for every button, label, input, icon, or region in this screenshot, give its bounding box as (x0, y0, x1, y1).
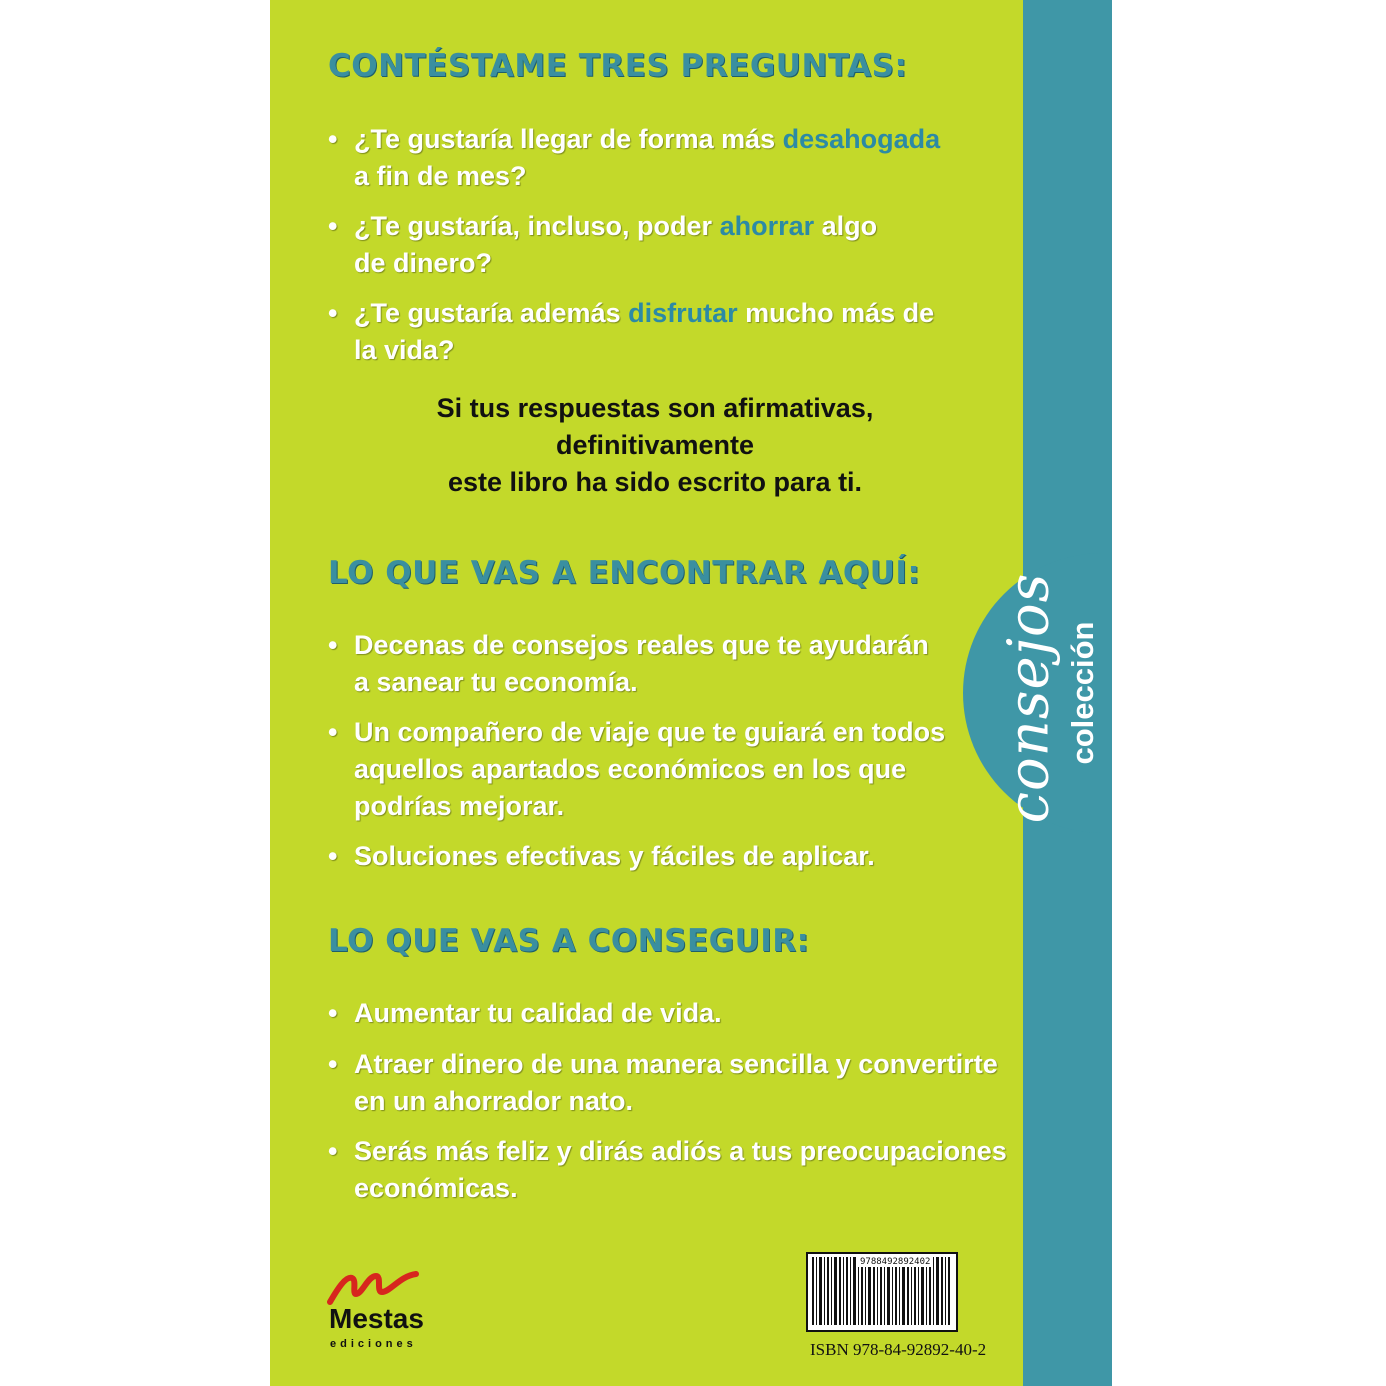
bullet-icon: • (328, 630, 338, 660)
heading-what-you-find: LO QUE VAS A ENCONTRAR AQUÍ: (328, 555, 921, 591)
barcode-number: 9788492892402 (860, 1257, 931, 1267)
collection-label: colección (1065, 621, 1100, 765)
list-item: • Un compañero de viaje que te guiará en todos aquellos apartados económicos en los que podrías mejorar. (328, 714, 945, 825)
bullet-icon: • (328, 124, 338, 154)
list-item: • ¿Te gustaría llegar de forma más desahogada a fin de mes? (328, 121, 940, 195)
bullet-icon: • (328, 298, 338, 328)
list-item: • Soluciones efectivas y fáciles de aplicar. (328, 838, 945, 875)
bullet-icon: • (328, 841, 338, 871)
questions-list (328, 121, 940, 369)
list-item: • Aumentar tu calidad de vida. (328, 995, 1007, 1032)
statement: Si tus respuestas son afirmativas, definitivamente este libro ha sido escrito para ti. (436, 393, 874, 497)
bullet-icon: • (328, 717, 338, 747)
list-item: • Atraer dinero de una manera sencilla y convertirte en un ahorrador nato. (328, 1046, 1007, 1120)
heading-what-you-achieve: LO QUE VAS A CONSEGUIR: (328, 923, 810, 959)
achieve-list (328, 995, 1007, 1207)
bullet-icon: • (328, 998, 338, 1028)
list-item: • ¿Te gustaría, incluso, poder ahorrar algo de dinero? (328, 208, 940, 282)
highlight-word: ahorrar (719, 211, 815, 241)
collection-name: consejos (996, 572, 1062, 824)
list-item: • Decenas de consejos reales que te ayudarán a sanear tu economía. (328, 627, 945, 701)
barcode-bars (811, 1257, 953, 1325)
highlight-word: disfrutar (628, 298, 738, 328)
list-item: • ¿Te gustaría además disfrutar mucho más de la vida? (328, 295, 940, 369)
isbn-text: ISBN 978-84-92892-40-2 (810, 1340, 987, 1359)
bullet-icon: • (328, 211, 338, 241)
heading-three-questions: CONTÉSTAME TRES PREGUNTAS: (328, 48, 908, 84)
find-list (328, 627, 945, 875)
highlight-word: desahogada (782, 124, 941, 154)
bullet-icon: • (328, 1049, 338, 1079)
list-item: • Serás más feliz y dirás adiós a tus preocupaciones económicas. (328, 1133, 1007, 1207)
barcode (806, 1252, 958, 1332)
publisher-logo-mark (326, 1270, 422, 1306)
publisher-name: Mestas (329, 1303, 424, 1334)
bullet-icon: • (328, 1136, 338, 1166)
publisher-subtitle: ediciones (330, 1338, 417, 1350)
